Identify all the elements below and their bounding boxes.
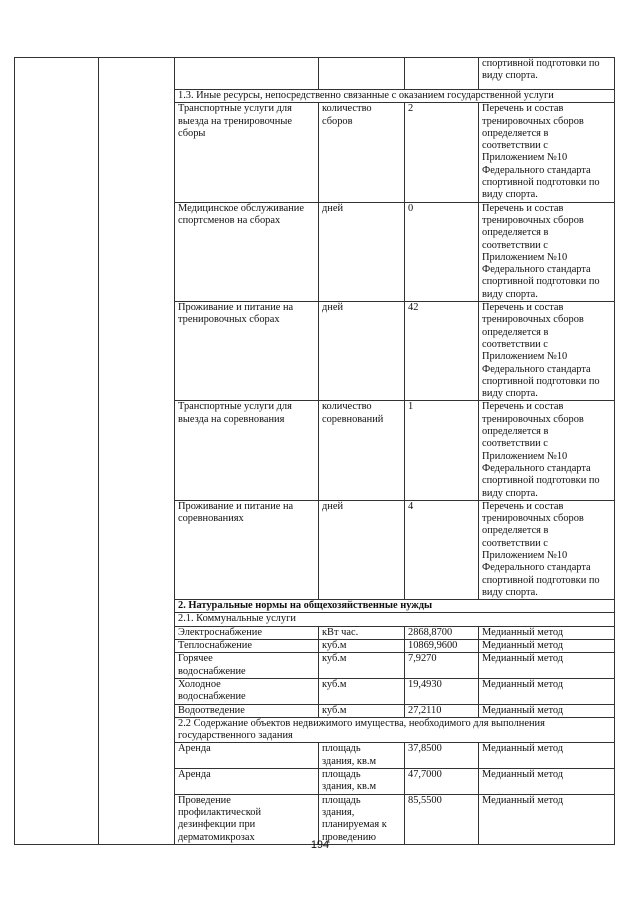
unit-cell: количество соревнований	[319, 401, 405, 500]
method-cell: Медианный метод	[479, 653, 615, 679]
resource-name: Холодное водоснабжение	[175, 678, 319, 704]
method-cell: Перечень и состав тренировочных сборов определяется в соответствии с Приложением №10 Федерального стандарта спортивной подготовки по виду спорта.	[479, 202, 615, 301]
value-cell: 1	[405, 401, 479, 500]
resource-name: Проведение профилактической дезинфекции при дерматомикрозах	[175, 794, 319, 844]
method-cell: Перечень и состав тренировочных сборов определяется в соответствии с Приложением №10 Федерального стандарта спортивной подготовки по виду спорта.	[479, 401, 615, 500]
method-cell: Медианный метод	[479, 769, 615, 795]
unit-cell: площадь здания, планируемая к проведению	[319, 794, 405, 844]
unit-cell: дней	[319, 202, 405, 301]
blank-column-2	[99, 58, 175, 845]
value-cell: 37,8500	[405, 743, 479, 769]
section-2-2-title: 2.2 Содержание объектов недвижимого имущества, необходимого для выполнения государственного задания	[175, 717, 615, 743]
value-cell: 2868,8700	[405, 626, 479, 639]
unit-cell: количество сборов	[319, 103, 405, 202]
method-cell: Медианный метод	[479, 704, 615, 717]
table-row	[15, 58, 615, 90]
value-cell: 2	[405, 103, 479, 202]
page-number: 194	[310, 839, 330, 851]
method-cell: Перечень и состав тренировочных сборов определяется в соответствии с Приложением №10 Федерального стандарта спортивной подготовки по виду спорта.	[479, 500, 615, 599]
unit-cell: дней	[319, 500, 405, 599]
unit-cell: дней	[319, 302, 405, 401]
value-cell: 42	[405, 302, 479, 401]
unit-cell: куб.м	[319, 653, 405, 679]
blank-column-1	[15, 58, 99, 845]
resource-name: Транспортные услуги для выезда на тренировочные сборы	[175, 103, 319, 202]
resource-name: Аренда	[175, 769, 319, 795]
method-cell: Медианный метод	[479, 794, 615, 844]
resource-name: Проживание и питание на соревнованиях	[175, 500, 319, 599]
value-cell: 85,5500	[405, 794, 479, 844]
value-cell: 19,4930	[405, 678, 479, 704]
resource-name: Теплоснабжение	[175, 640, 319, 653]
norms-table	[14, 57, 615, 845]
method-cell: Медианный метод	[479, 640, 615, 653]
value-cell: 27,2110	[405, 704, 479, 717]
section-2-1-title: 2.1. Коммунальные услуги	[175, 613, 615, 626]
resource-name: Водоотведение	[175, 704, 319, 717]
method-cell: Перечень и состав тренировочных сборов определяется в соответствии с Приложением №10 Федерального стандарта спортивной подготовки по виду спорта.	[479, 103, 615, 202]
method-cell: Перечень и состав тренировочных сборов определяется в соответствии с Приложением №10 Федерального стандарта спортивной подготовки по виду спорта.	[479, 302, 615, 401]
value-cell: 0	[405, 202, 479, 301]
method-cell: Медианный метод	[479, 626, 615, 639]
unit-cell: куб.м	[319, 640, 405, 653]
resource-name: Аренда	[175, 743, 319, 769]
method-cell: спортивной подготовки по виду спорта.	[479, 58, 615, 90]
value-cell: 4	[405, 500, 479, 599]
unit-cell: площадь здания, кв.м	[319, 769, 405, 795]
section-2-title: 2. Натуральные нормы на общехозяйственные нужды	[175, 600, 615, 613]
resource-name: Проживание и питание на тренировочных сборах	[175, 302, 319, 401]
value-cell: 7,9270	[405, 653, 479, 679]
method-cell: Медианный метод	[479, 678, 615, 704]
unit-cell: куб.м	[319, 678, 405, 704]
unit-cell: куб.м	[319, 704, 405, 717]
value-cell: 10869,9600	[405, 640, 479, 653]
unit-cell: кВт час.	[319, 626, 405, 639]
section-1-3-title: 1.3. Иные ресурсы, непосредственно связанные с оказанием государственной услуги	[175, 90, 615, 103]
resource-name: Медицинское обслуживание спортсменов на сборах	[175, 202, 319, 301]
value-cell: 47,7000	[405, 769, 479, 795]
resource-name: Горячее водоснабжение	[175, 653, 319, 679]
resource-name: Транспортные услуги для выезда на соревнования	[175, 401, 319, 500]
unit-cell: площадь здания, кв.м	[319, 743, 405, 769]
resource-name: Электроснабжение	[175, 626, 319, 639]
method-cell: Медианный метод	[479, 743, 615, 769]
